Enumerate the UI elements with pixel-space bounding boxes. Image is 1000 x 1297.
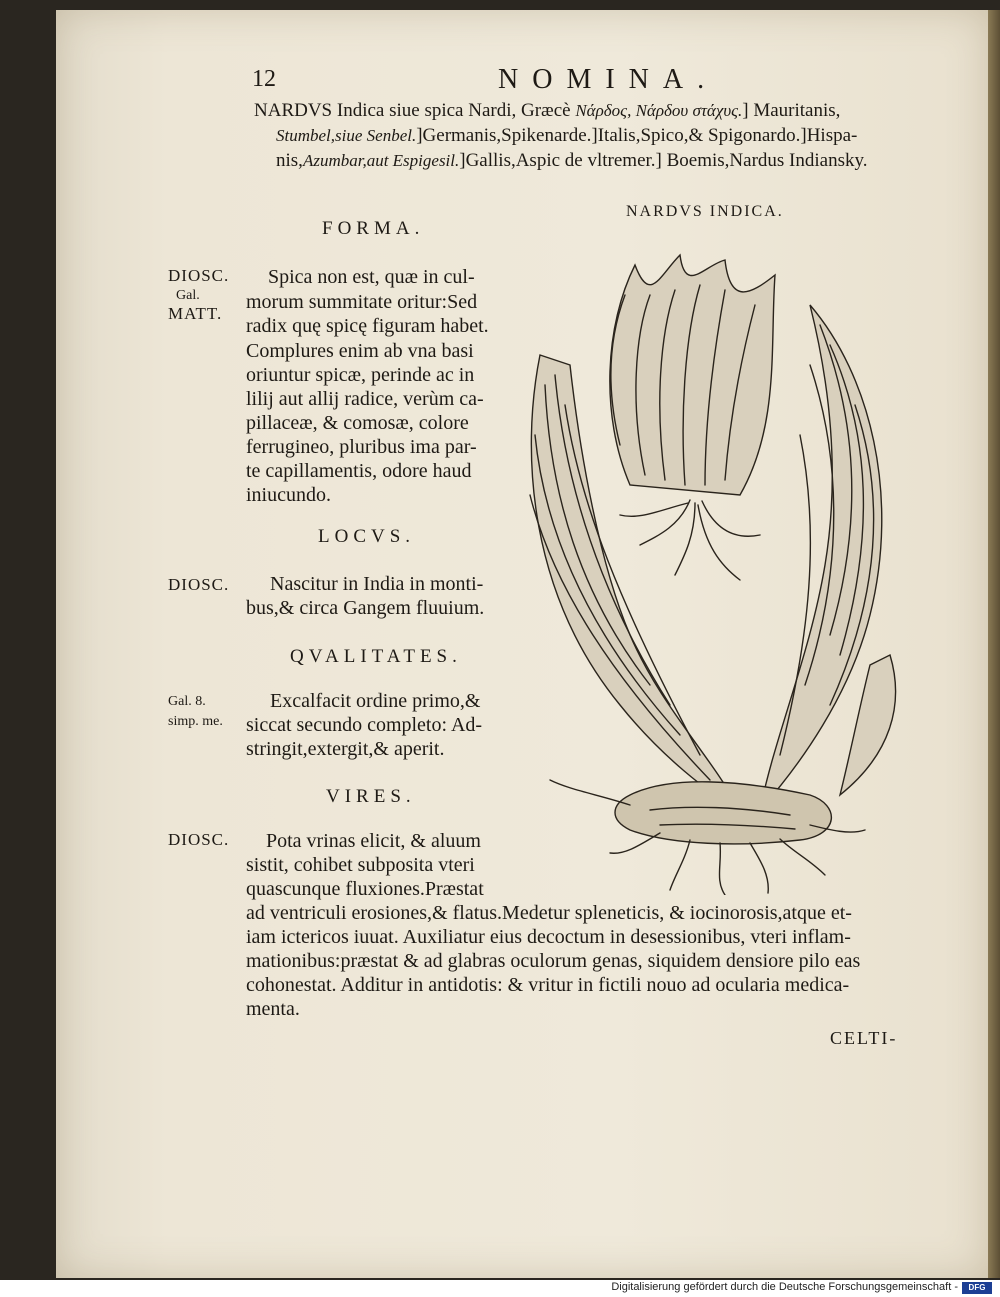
text-line: ad ventriculi erosiones,& flatus.Medetur spleneticis, & iocinorosis,atque et-: [246, 902, 852, 924]
text-line: morum summitate oritur:Sed: [246, 291, 478, 313]
margin-note: Gal. 8.: [168, 694, 206, 709]
text-line: stringit,extergit,& aperit.: [246, 738, 445, 760]
text-line: Complures enim ab vna basi: [246, 340, 474, 362]
section-title-forma: FORMA.: [322, 218, 425, 239]
section-title-vires: VIRES.: [326, 786, 416, 807]
text-line: mationibus:præstat & ad glabras oculorum genas, siquidem densiore pilo eas: [246, 950, 861, 972]
nomina-line-1: NARDVS Indica siue spica Nardi, Græcè Νάρδος, Νάρδου στάχυς.] Mauritanis,: [254, 100, 841, 121]
text-line: Excalfacit ordine primo,&: [270, 690, 481, 712]
section-title-locus: LOCVS.: [318, 526, 416, 547]
text-line: iam ictericos iuuat. Auxiliatur eius decoctum in desessionibus, vteri inflam-: [246, 926, 851, 948]
text-line: Spica non est, quæ in cul-: [268, 266, 475, 288]
catchword: CELTI-: [830, 1028, 898, 1048]
nomina-line-3: nis,Azumbar,aut Espigesil.]Gallis,Aspic de vltremer.] Boemis,Nardus Indiansky.: [276, 150, 868, 171]
page-number: 12: [252, 66, 276, 92]
figure-caption: NARDVS INDICA.: [626, 203, 784, 220]
footer-bar: [0, 1280, 1000, 1297]
section-title-qualitates: QVALITATES.: [290, 646, 462, 667]
text-line: radix quę spicę figuram habet.: [246, 315, 489, 337]
text-line: pillaceæ, & comosæ, colore: [246, 412, 469, 434]
nomina-line-2: Stumbel,siue Senbel.]Germanis,Spikenarde.]Italis,Spico,& Spigonardo.]Hispa-: [276, 125, 858, 146]
margin-note: simp. me.: [168, 714, 223, 729]
margin-note: DIOSC.: [168, 830, 230, 849]
spikenard-plant-illustration: [510, 235, 910, 895]
text-line: oriuntur spicæ, perinde ac in: [246, 364, 475, 386]
margin-note: MATT.: [168, 304, 223, 323]
margin-note: DIOSC.: [168, 266, 230, 285]
dfg-logo-icon: DFG: [962, 1282, 992, 1294]
text-line: te capillamentis, odore haud: [246, 460, 472, 482]
footer-credit: Digitalisierung gefördert durch die Deutsche Forschungsgemeinschaft -: [611, 1281, 958, 1293]
text-line: siccat secundo completo: Ad-: [246, 714, 483, 736]
running-head: NOMINA.: [498, 64, 719, 95]
margin-note: Gal.: [176, 288, 200, 303]
text-line: bus,& circa Gangem fluuium.: [246, 597, 485, 619]
text-line: lilij aut allij radice, verùm ca-: [246, 388, 484, 410]
book-edge: [988, 10, 1000, 1278]
text-line: Nascitur in India in monti-: [270, 573, 484, 595]
text-line: Pota vrinas elicit, & aluum: [266, 830, 481, 852]
text-line: iniucundo.: [246, 484, 331, 506]
text-line: quascunque fluxiones.Præstat: [246, 878, 484, 900]
text-line: ferrugineo, pluribus ima par-: [246, 436, 477, 458]
margin-note: DIOSC.: [168, 575, 230, 594]
text-line: cohonestat. Additur in antidotis: & vritur in fictili nouo ad ocularia medica-: [246, 974, 850, 996]
text-line: sistit, cohibet subposita vteri: [246, 854, 475, 876]
text-line: menta.: [246, 998, 300, 1020]
